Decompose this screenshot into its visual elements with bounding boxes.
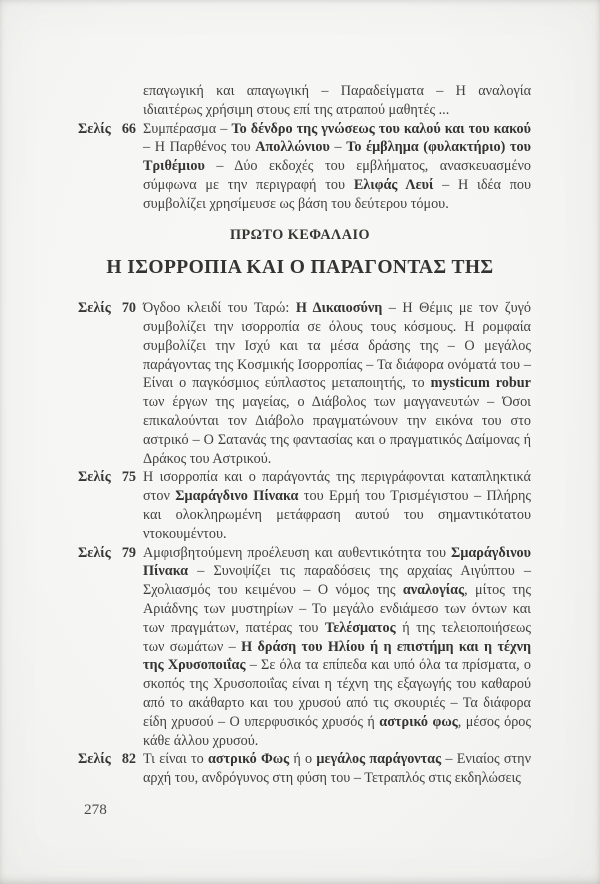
- chapter-title: Η ΙΣΟΡΡΟΠΙΑ ΚΑΙ Ο ΠΑΡΑΓΟΝΤΑΣ ΤΗΣ: [106, 257, 494, 279]
- toc-entry-page-number: 82: [121, 751, 136, 768]
- toc-entry-page-number: 66: [121, 120, 136, 137]
- toc-entry-text: Τι είναι το αστρικό Φως ή ο μεγάλος παράγοντας – Ενιαίος στην αρχή του, ανδρόγυνος στη φύση του – Τετραπλός στις εκδηλώσεις: [143, 751, 532, 787]
- toc-entry-label: [78, 120, 143, 214]
- page-number: 278: [84, 800, 107, 818]
- toc-entry-label: [78, 468, 143, 543]
- chapter-kicker: ΠΡΩΤΟ ΚΕΦΑΛΑΙΟ: [229, 226, 371, 243]
- toc-entry-82: [0, 750, 600, 788]
- toc-entry-page-number: 79: [121, 544, 136, 561]
- toc-entry-page-number: 70: [121, 300, 136, 317]
- toc-entry-text: Όγδοο κλειδί του Ταρώ: Η Δικαιοσύνη – Η Θέμις με τον ζυγό συμβολίζει την ισορροπία σε όλους τους κόσμους. Η ρομφαία συμβολίζει την Ισχύ και τα μέσα δράσης της – Ο μεγάλος παράγοντας της Κοσμικής Ισορροπίας – Τα διάφορα ονόματά του – Είναι ο παγκόσμιος εύπλαστος μεταποιητής, το mysticum robur των έργων της μαγείας, ο Διάβολος των μαγγανευτών – Όσοι επικαλούνται τον Διάβολο πραγματώνουν την εικόνα του στο αστρικό – Ο Σατανάς της φαντασίας και ο πραγματικός Δαίμονας ή Δράκος του Αστρικού.: [143, 300, 531, 467]
- toc-entry-70: [0, 299, 600, 468]
- toc-entry-page-number: 75: [121, 469, 136, 486]
- toc-entry-text: Συμπέρασμα – Το δένδρο της γνώσεως του καλού και του κακού – Η Παρθένος του Απολλώνιου – Το έμβλημα (φυλακτήριο) του Τριθέμιου – Δύο εκδοχές του εμβλήματος, ανασκευασμένο σύμφωνα με την περιγραφή του Ελιφάς Λευί – Η ιδέα που συμβολίζει χρησίμευσε ως βάση του δεύτερου τόμου.: [143, 120, 531, 212]
- toc-entry-label: [78, 750, 143, 788]
- toc-entry-75: [0, 468, 600, 543]
- toc-entry-label-word: Σελίς: [78, 120, 111, 137]
- toc-entry-label-word: Σελίς: [78, 469, 111, 486]
- toc-entry-label: [78, 299, 143, 468]
- toc-entry-label: [78, 544, 143, 751]
- toc-entry-66: [0, 120, 600, 214]
- toc-entry-text: Η ισορροπία και ο παράγοντάς της περιγράφονται καταπληκτικά στον Σμαράγδινο Πίνακα του Ερμή του Τρισμέγιστου – Πλήρης και ολοκληρωμένη μετάφραση αυτού του σημαντικότατου ντοκουμέντου.: [143, 469, 531, 542]
- toc-entry-79: [0, 544, 600, 751]
- toc-entry-label-word: Σελίς: [78, 300, 111, 317]
- toc-entry-label-word: Σελίς: [78, 751, 111, 768]
- toc-entry-text: Αμφισβητούμενη προέλευση και αυθεντικότητα του Σμαράγδινου Πίνακα – Συνοψίζει τις παραδόσεις της αρχαίας Αιγύπτου – Σχολιασμός του κειμένου – Ο νόμος της αναλογίας, μίτος της Αριάδνης των μυστηρίων – Το μεγάλο ενδιάμεσο των όντων και των πραγμάτων, πατέρας του Τελέσματος ή της τελειοποιήσεως των σωμάτων – Η δράση του Ηλίου ή η επιστήμη και η τέχνη της Χρυσοποιΐας – Σε όλα τα επίπεδα και υπό όλα τα πρίσματα, ο σκοπός της Χρυσοποιΐας είναι η τέχνη της εξαγωγής του καθαρού από το ακάθαρτο και του χρυσού από τις σκουριές – Τα διάφορα είδη χρυσού – Ο υπερφυσικός χρυσός ή αστρικό φως, μέσος όρος κάθε άλλου χρυσού.: [143, 544, 532, 749]
- continuation-paragraph: επαγωγική και απαγωγική – Παραδείγματα – Η αναλογία ιδιαιτέρως χρήσιμη στους επί της ατραπού μαθητές ...: [143, 83, 531, 118]
- toc-entry-label-word: Σελίς: [78, 544, 111, 561]
